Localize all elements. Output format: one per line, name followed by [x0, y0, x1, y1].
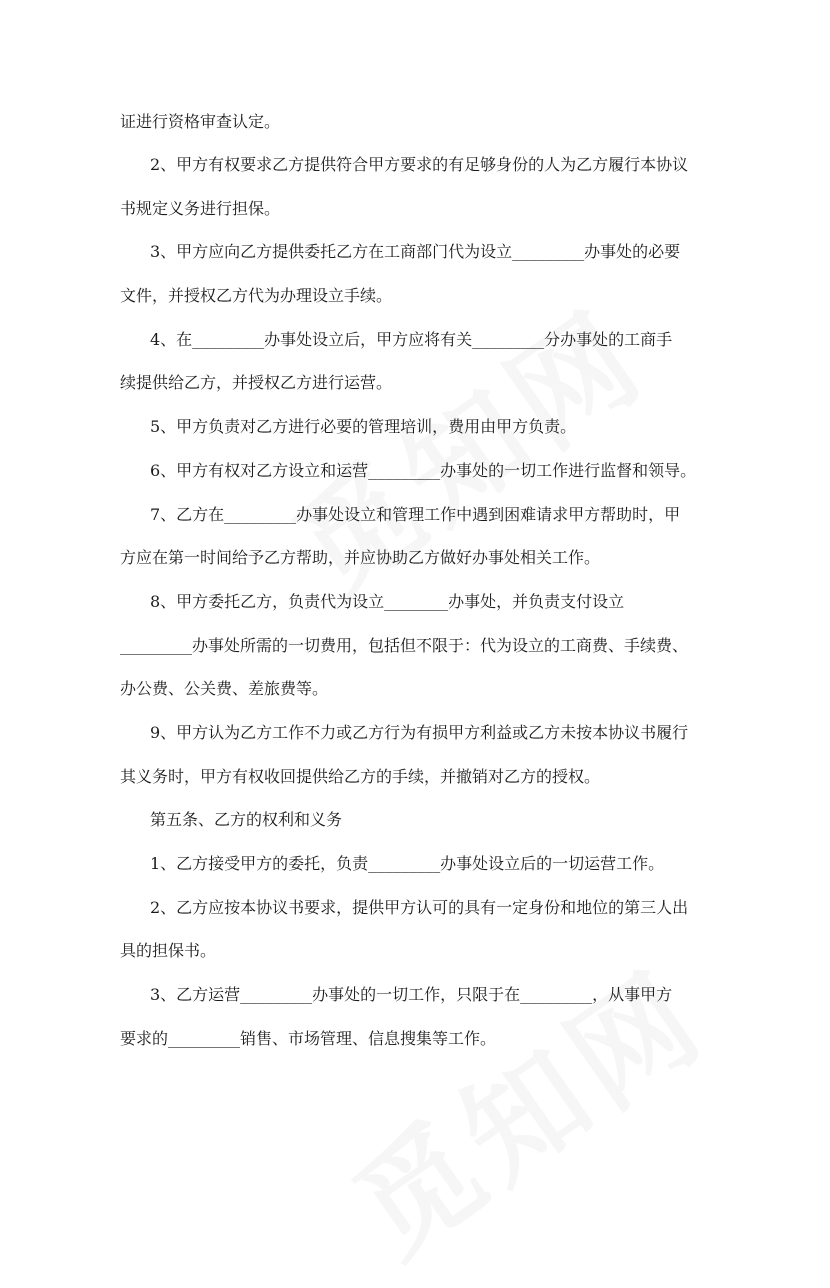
- paragraph-line: 9、甲方认为乙方工作不力或乙方行为有损甲方利益或乙方未按本协议书履行: [150, 723, 689, 742]
- paragraph-line: 3、乙方运营_________办事处的一切工作，只限于在_________，从事甲方: [150, 985, 673, 1004]
- paragraph-line: 7、乙方在_________办事处设立和管理工作中遇到困难请求甲方帮助时，甲: [150, 505, 681, 524]
- paragraph-line: 其义务时，甲方有权收回提供给乙方的手续，并撤销对乙方的授权。: [120, 767, 601, 786]
- paragraph-line: 书规定义务进行担保。: [120, 199, 281, 218]
- paragraph-line: 6、甲方有权对乙方设立和运营_________办事处的一切工作进行监督和领导。: [150, 461, 697, 480]
- paragraph-line: 2、乙方应按本协议书要求，提供甲方认可的具有一定身份和地位的第三人出: [150, 898, 689, 917]
- paragraph-line: 2、甲方有权要求乙方提供符合甲方要求的有足够身份的人为乙方履行本协议: [150, 155, 689, 174]
- paragraph-line: 具的担保书。: [120, 941, 217, 960]
- watermark: [256, 264, 674, 629]
- paragraph-line: 要求的_________销售、市场管理、信息搜集等工作。: [120, 1029, 497, 1048]
- paragraph-line: 续提供给乙方，并授权乙方进行运营。: [120, 373, 393, 392]
- paragraph-line: 4、在_________办事处设立后，甲方应将有关_________分办事处的工商手: [150, 330, 673, 349]
- paragraph-line: 1、乙方接受甲方的委托，负责_________办事处设立后的一切运营工作。: [150, 854, 665, 873]
- paragraph-line: 文件，并授权乙方代为办理设立手续。: [120, 286, 393, 305]
- paragraph-line: _________办事处所需的一切费用，包括但不限于：代为设立的工商费、手续费、: [120, 636, 689, 655]
- paragraph-line: 方应在第一时间给予乙方帮助，并应协助乙方做好办事处相关工作。: [120, 548, 601, 567]
- paragraph-line: 证进行资格审查认定。: [120, 112, 281, 131]
- paragraph-line: 5、甲方负责对乙方进行必要的管理培训，费用由甲方负责。: [150, 417, 577, 436]
- paragraph-line: 办公费、公关费、差旅费等。: [120, 679, 329, 698]
- paragraph-line: 3、甲方应向乙方提供委托乙方在工商部门代为设立_________办事处的必要: [150, 242, 681, 261]
- section-heading: 第五条、乙方的权利和义务: [150, 810, 343, 829]
- paragraph-line: 8、甲方委托乙方，负责代为设立________办事处，并负责支付设立: [150, 592, 625, 611]
- watermark: [316, 924, 734, 1288]
